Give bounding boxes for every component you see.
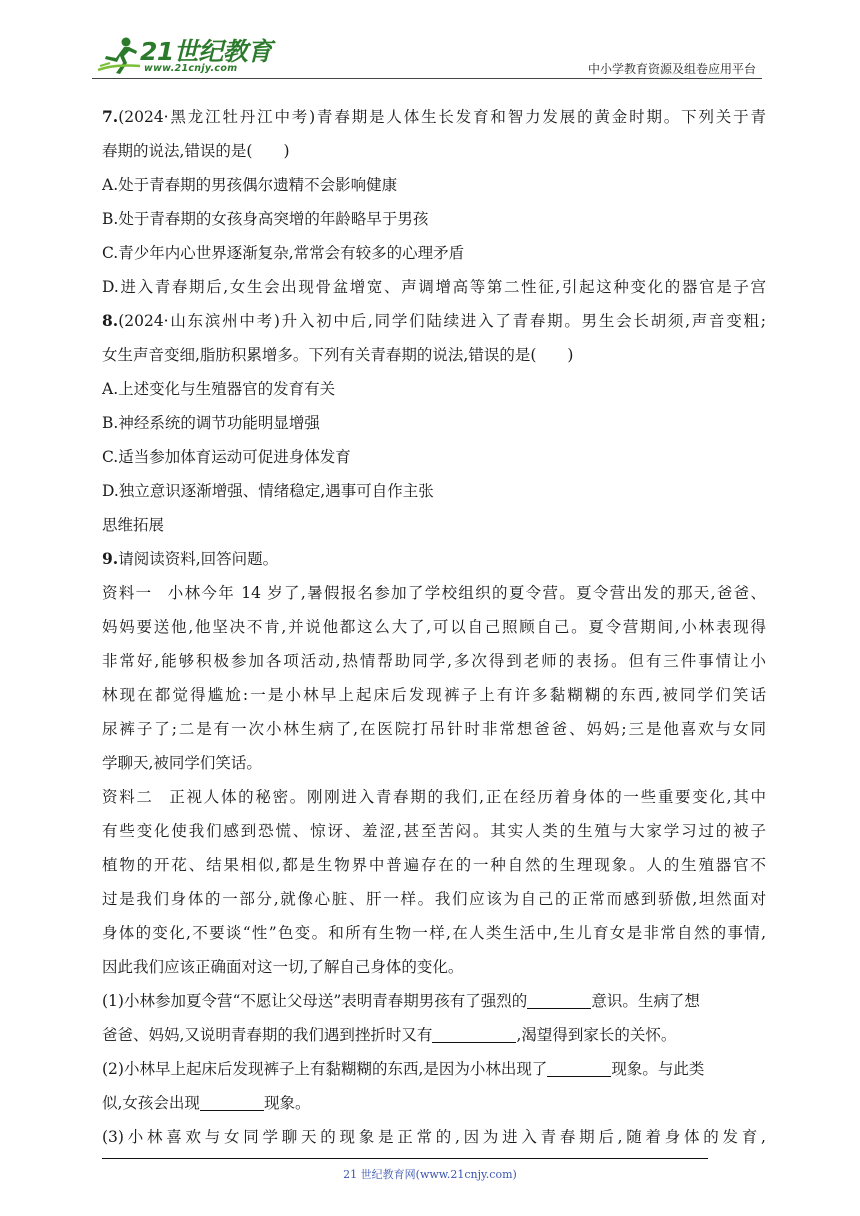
sub1-text: ,渴望得到家长的关怀。 (516, 1026, 677, 1044)
question-number: 7. (102, 107, 119, 126)
q7-option-a: A.处于青春期的男孩偶尔遗精不会影响健康 (102, 176, 398, 194)
material1-line: 妈妈要送他,他坚决不肯,并说他都这么大了,可以自己照顾自己。夏令营期间,小林表现得 (102, 618, 766, 636)
footer-divider (102, 1158, 708, 1159)
q8-option-a: A.上述变化与生殖器官的发育有关 (102, 380, 336, 398)
document-body (102, 100, 766, 1154)
section-title: 思维拓展 (102, 516, 165, 534)
sub1-text: 意识。生病了想 (591, 992, 700, 1010)
q7-option-d: D.进入青春期后,女生会出现骨盆增宽、声调增高等第二性征,引起这种变化的器官是子宫 (102, 278, 766, 296)
q8-stem-line-2: 女生声音变细,脂肪积累增多。下列有关青春期的说法,错误的是( ) (102, 346, 574, 364)
material1-line: 尿裤子了;二是有一次小林生病了,在医院打吊针时非常想爸爸、妈妈;三是他喜欢与女同 (102, 720, 766, 738)
sub2-text: 现象。 (263, 1094, 311, 1112)
q8-option-d: D.独立意识逐渐增强、情绪稳定,遇事可自作主张 (102, 482, 434, 500)
material1-label: 资料一 (102, 584, 153, 602)
material1-line: 非常好,能够积极参加各项活动,热情帮助同学,多次得到老师的表扬。但有三件事情让小 (102, 652, 766, 670)
sub-question-2-cont (102, 1086, 766, 1120)
question-number: 8. (102, 311, 119, 330)
sub-question-1-cont (102, 1018, 766, 1052)
runner-logo-icon (96, 36, 142, 76)
q7-stem-line-1 (102, 100, 766, 134)
q8-stem: (2024·山东滨州中考)升入初中后,同学们陆续进入了青春期。男生会长胡须,声音变粗; (118, 312, 766, 330)
sub1-text: 爸爸、妈妈,又说明青春期的我们遇到挫折时又有 (102, 1026, 433, 1044)
logo-url: www.21cnjy.com (144, 63, 238, 74)
material2-line: 有些变化使我们感到恐慌、惊讶、羞涩,甚至苦闷。其实人类的生殖与大家学习过的被子 (102, 822, 766, 840)
material2-text: 正视人体的秘密。刚刚进入青春期的我们,正在经历着身体的一些重要变化,其中 (167, 788, 766, 806)
sub-question-2 (102, 1052, 766, 1086)
logo-title: 21世纪教育 (140, 37, 272, 66)
q9-stem (102, 542, 766, 576)
sub2-text: 现象。与此类 (611, 1060, 705, 1078)
q7-option-b: B.处于青春期的女孩身高突增的年龄略早于男孩 (102, 210, 429, 228)
sub2-text: 似,女孩会出现 (102, 1094, 200, 1112)
material2-label: 资料二 (102, 788, 154, 806)
page-header (92, 30, 762, 82)
sub-question-3: (3)小林喜欢与女同学聊天的现象是正常的,因为进入青春期后,随着身体的发育, (102, 1128, 766, 1146)
header-divider (92, 78, 762, 79)
material1-line: 林现在都觉得尴尬:一是小林早上起床后发现裤子上有许多黏糊糊的东西,被同学们笑话 (102, 686, 766, 704)
material2-line: 过是我们身体的一部分,就像心脏、肝一样。我们应该为自己的正常而感到骄傲,坦然面对 (102, 890, 766, 908)
q7-stem-line-2: 春期的说法,错误的是( ) (102, 142, 290, 160)
footer-text: 21 世纪教育网(www.21cnjy.com) (343, 1168, 517, 1181)
q7-option-c: C.青少年内心世界逐渐复杂,常常会有较多的心理矛盾 (102, 244, 465, 262)
logo (92, 30, 272, 78)
question-number: 9. (102, 549, 119, 568)
sub-question-1 (102, 984, 766, 1018)
q9-stem-text: 请阅读资料,回答问题。 (118, 550, 279, 568)
answer-blank[interactable] (200, 1092, 264, 1111)
material2-line: 因此我们应该正确面对这一切,了解自己身体的变化。 (102, 958, 464, 976)
q8-option-b: B.神经系统的调节功能明显增强 (102, 414, 320, 432)
material1-line: 学聊天,被同学们笑话。 (102, 754, 262, 772)
platform-name: 中小学教育资源及组卷应用平台 (587, 62, 756, 76)
answer-blank[interactable] (527, 990, 591, 1009)
material1-text: 小林今年 14 岁了,暑假报名参加了学校组织的夏令营。夏令营出发的那天,爸爸、 (166, 584, 766, 602)
answer-blank[interactable] (547, 1058, 611, 1077)
material2-line: 植物的开花、结果相似,都是生物界中普遍存在的一种自然的生理现象。人的生殖器官不 (102, 856, 766, 874)
material2-line (102, 780, 766, 814)
q8-option-c: C.适当参加体育运动可促进身体发育 (102, 448, 351, 466)
material1-line (102, 576, 766, 610)
q7-stem: (2024·黑龙江牡丹江中考)青春期是人体生长发育和智力发展的黄金时期。下列关于青 (118, 108, 766, 126)
material2-line: 身体的变化,不要谈“性”色变。和所有生物一样,在人类生活中,生儿育女是非常自然的事情, (102, 924, 766, 942)
answer-blank[interactable] (432, 1024, 516, 1043)
q8-stem-line-1 (102, 304, 766, 338)
sub2-text: (2)小林早上起床后发现裤子上有黏糊糊的东西,是因为小林出现了 (102, 1060, 548, 1078)
sub1-text: (1)小林参加夏令营“不愿让父母送”表明青春期男孩有了强烈的 (102, 992, 528, 1010)
